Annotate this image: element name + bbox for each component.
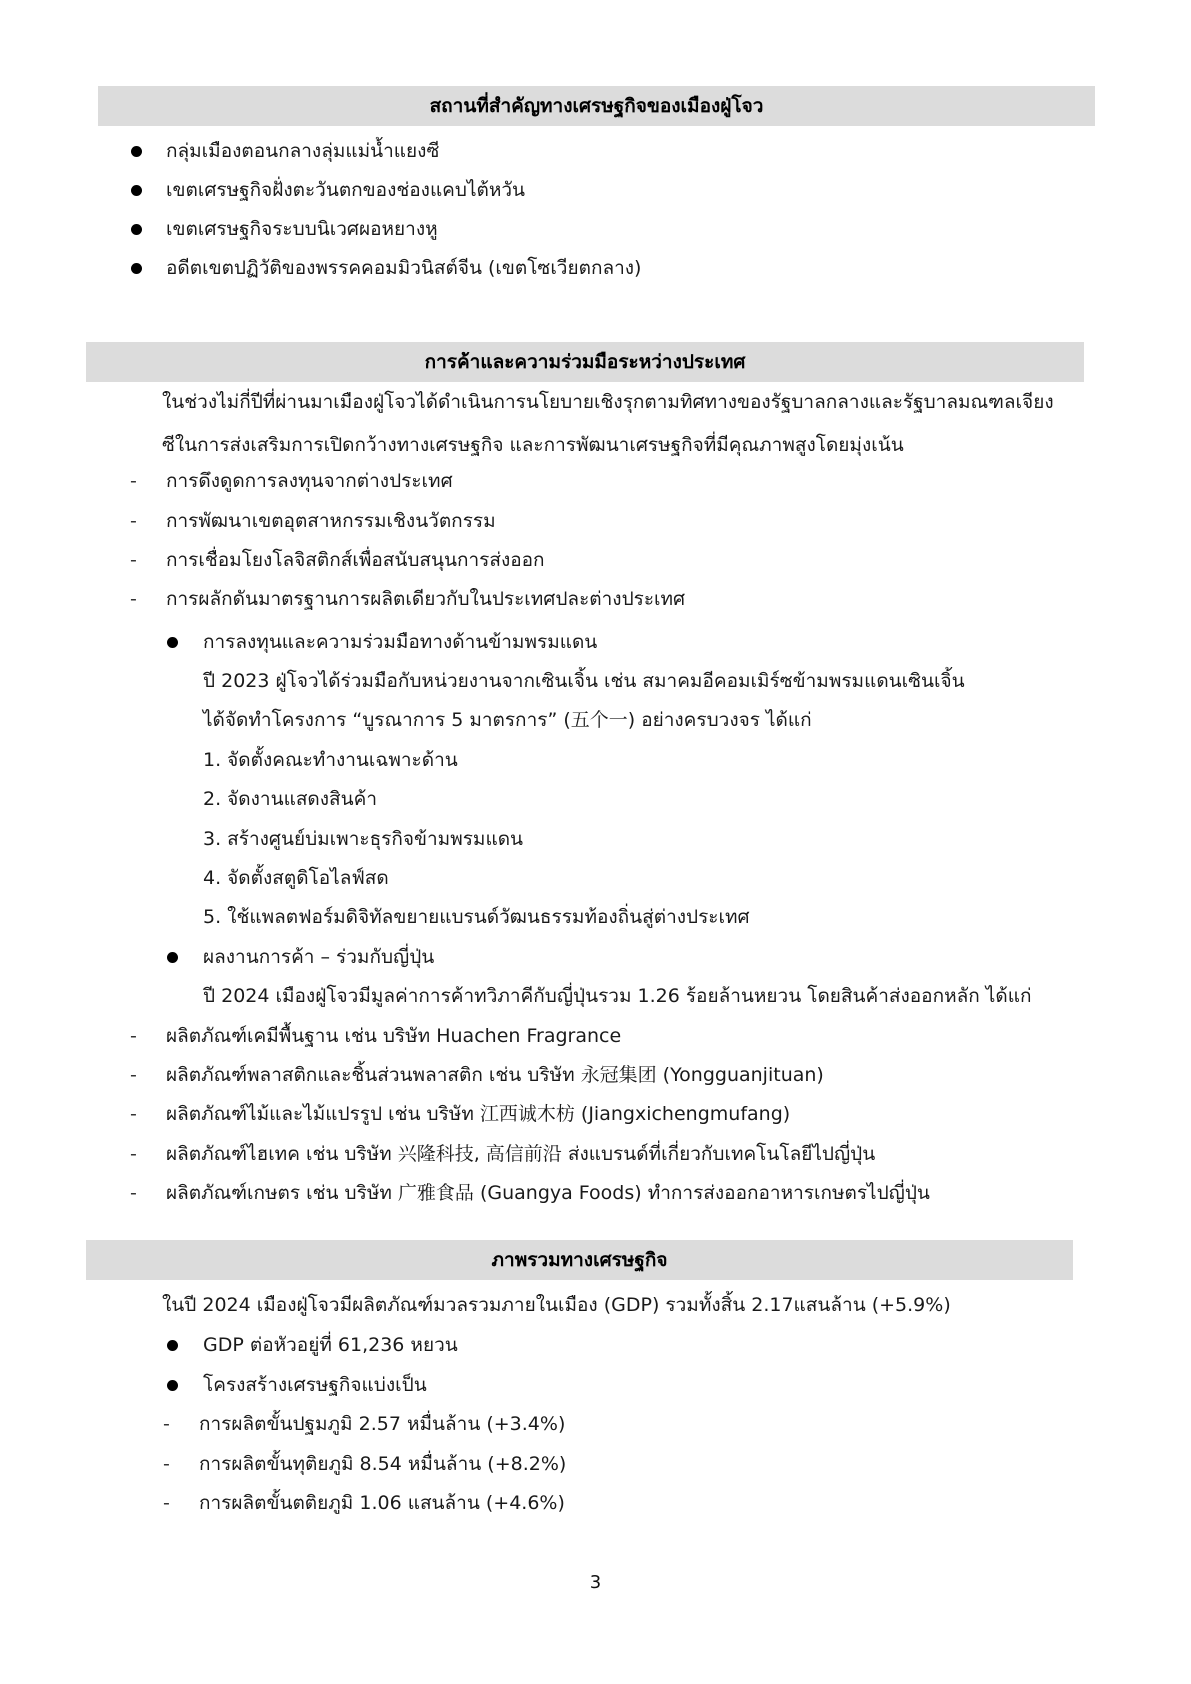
dash-marker: - <box>130 549 137 571</box>
dash-marker: - <box>130 1143 137 1165</box>
section-header-economic-locations: สถานที่สำคัญทางเศรษฐกิจของเมืองฝู่โจว <box>98 86 1095 126</box>
bullet-icon <box>131 263 142 274</box>
crossborder-line: ปี 2023 ฝู่โจวได้ร่วมมือกับหน่วยงานจากเซินเจิ้น เช่น สมาคมอีคอมเมิร์ซข้ามพรมแดนเซินเจิ้น <box>203 670 965 692</box>
page-number: 3 <box>589 1572 602 1593</box>
bullet-icon <box>167 1380 178 1391</box>
bullet-icon <box>167 1340 178 1351</box>
focus-item: การพัฒนาเขตอุตสาหกรรมเชิงนวัตกรรม <box>166 510 496 532</box>
focus-item: การผลักดันมาตรฐานการผลิตเดียวกับในประเทศปละต่างประเทศ <box>166 588 686 610</box>
bullet-icon <box>167 952 178 963</box>
location-item: เขตเศรษฐกิจระบบนิเวศผอหยางหู <box>166 218 438 240</box>
export-item: ผลิตภัณฑ์ไม้และไม้แปรรูป เช่น บริษัท 江西诚木枋 (Jiangxichengmufang) <box>166 1103 791 1125</box>
bullet-icon <box>131 185 142 196</box>
dash-marker: - <box>163 1453 170 1475</box>
japan-trade-heading: ผลงานการค้า – ร่วมกับญี่ปุ่น <box>203 946 435 968</box>
dash-marker: - <box>130 510 137 532</box>
section-header-trade-cooperation: การค้าและความร่วมมือระหว่างประเทศ <box>86 342 1084 382</box>
dash-marker: - <box>130 470 137 492</box>
dash-marker: - <box>163 1413 170 1435</box>
location-item: เขตเศรษฐกิจฝั่งตะวันตกของช่องแคบไต้หวัน <box>166 179 526 201</box>
trade-intro-line: ในช่วงไม่กี่ปีที่ผ่านมาเมืองฝู่โจวได้ดำเนินการนโยบายเชิงรุกตามทิศทางของรัฐบาลกลางและรัฐบาลมณฑลเจียง <box>162 391 1054 413</box>
dash-marker: - <box>130 1182 137 1204</box>
crossborder-step: 1. จัดตั้งคณะทำงานเฉพาะด้าน <box>203 749 458 771</box>
focus-item: การเชื่อมโยงโลจิสติกส์เพื่อสนับสนุนการส่งออก <box>166 549 545 571</box>
export-item: ผลิตภัณฑ์เกษตร เช่น บริษัท 广雅食品 (Guangya Foods) ทำการส่งออกอาหารเกษตรไปญี่ปุ่น <box>166 1182 930 1204</box>
bullet-icon <box>131 146 142 157</box>
gdp-intro: ในปี 2024 เมืองฝู่โจวมีผลิตภัณฑ์มวลรวมภายในเมือง (GDP) รวมทั้งสิ้น 2.17แสนล้าน (+5.9%) <box>162 1294 951 1316</box>
economic-structure-heading: โครงสร้างเศรษฐกิจแบ่งเป็น <box>203 1374 427 1396</box>
crossborder-step: 3. สร้างศูนย์บ่มเพาะธุรกิจข้ามพรมแดน <box>203 828 524 850</box>
dash-marker: - <box>130 588 137 610</box>
crossborder-step: 2. จัดงานแสดงสินค้า <box>203 788 377 810</box>
dash-marker: - <box>130 1064 137 1086</box>
sector-item: การผลิตขั้นทุติยภูมิ 8.54 หมื่นล้าน (+8.2%) <box>199 1453 567 1475</box>
focus-item: การดึงดูดการลงทุนจากต่างประเทศ <box>166 470 453 492</box>
export-item: ผลิตภัณฑ์พลาสติกและชิ้นส่วนพลาสติก เช่น บริษัท 永冠集团 (Yongguanjituan) <box>166 1064 824 1086</box>
dash-marker: - <box>130 1103 137 1125</box>
japan-trade-line: ปี 2024 เมืองฝู่โจวมีมูลค่าการค้าทวิภาคีกับญี่ปุ่นรวม 1.26 ร้อยล้านหยวน โดยสินค้าส่งออกหลัก ได้แก่ <box>203 985 1032 1007</box>
location-item: กลุ่มเมืองตอนกลางลุ่มแม่น้ำแยงซี <box>166 140 440 162</box>
crossborder-line: ได้จัดทำโครงการ “บูรณาการ 5 มาตรการ” (五个一) อย่างครบวงจร ได้แก่ <box>203 709 812 731</box>
sector-item: การผลิตขั้นปฐมภูมิ 2.57 หมื่นล้าน (+3.4%) <box>199 1413 566 1435</box>
dash-marker: - <box>163 1492 170 1514</box>
section-header-economic-overview: ภาพรวมทางเศรษฐกิจ <box>86 1240 1073 1280</box>
crossborder-heading: การลงทุนและความร่วมมือทางด้านข้ามพรมแดน <box>203 631 598 653</box>
sector-item: การผลิตขั้นตติยภูมิ 1.06 แสนล้าน (+4.6%) <box>199 1492 565 1514</box>
export-item: ผลิตภัณฑ์เคมีพื้นฐาน เช่น บริษัท Huachen Fragrance <box>166 1025 622 1047</box>
gdp-per-capita: GDP ต่อหัวอยู่ที่ 61,236 หยวน <box>203 1334 458 1356</box>
dash-marker: - <box>130 1025 137 1047</box>
export-item: ผลิตภัณฑ์ไฮเทค เช่น บริษัท 兴隆科技, 高信前沿 ส่งแบรนด์ที่เกี่ยวกับเทคโนโลยีไปญี่ปุ่น <box>166 1143 876 1165</box>
location-item: อดีตเขตปฏิวัติของพรรคคอมมิวนิสต์จีน (เขตโซเวียตกลาง) <box>166 257 642 279</box>
trade-intro-line: ซีในการส่งเสริมการเปิดกว้างทางเศรษฐกิจ และการพัฒนาเศรษฐกิจที่มีคุณภาพสูงโดยมุ่งเน้น <box>162 434 904 456</box>
bullet-icon <box>167 637 178 648</box>
crossborder-step: 5. ใช้แพลตฟอร์มดิจิทัลขยายแบรนด์วัฒนธรรมท้องถิ่นสู่ต่างประเทศ <box>203 906 750 928</box>
bullet-icon <box>131 224 142 235</box>
crossborder-step: 4. จัดตั้งสตูดิโอไลฟ์สด <box>203 867 389 889</box>
